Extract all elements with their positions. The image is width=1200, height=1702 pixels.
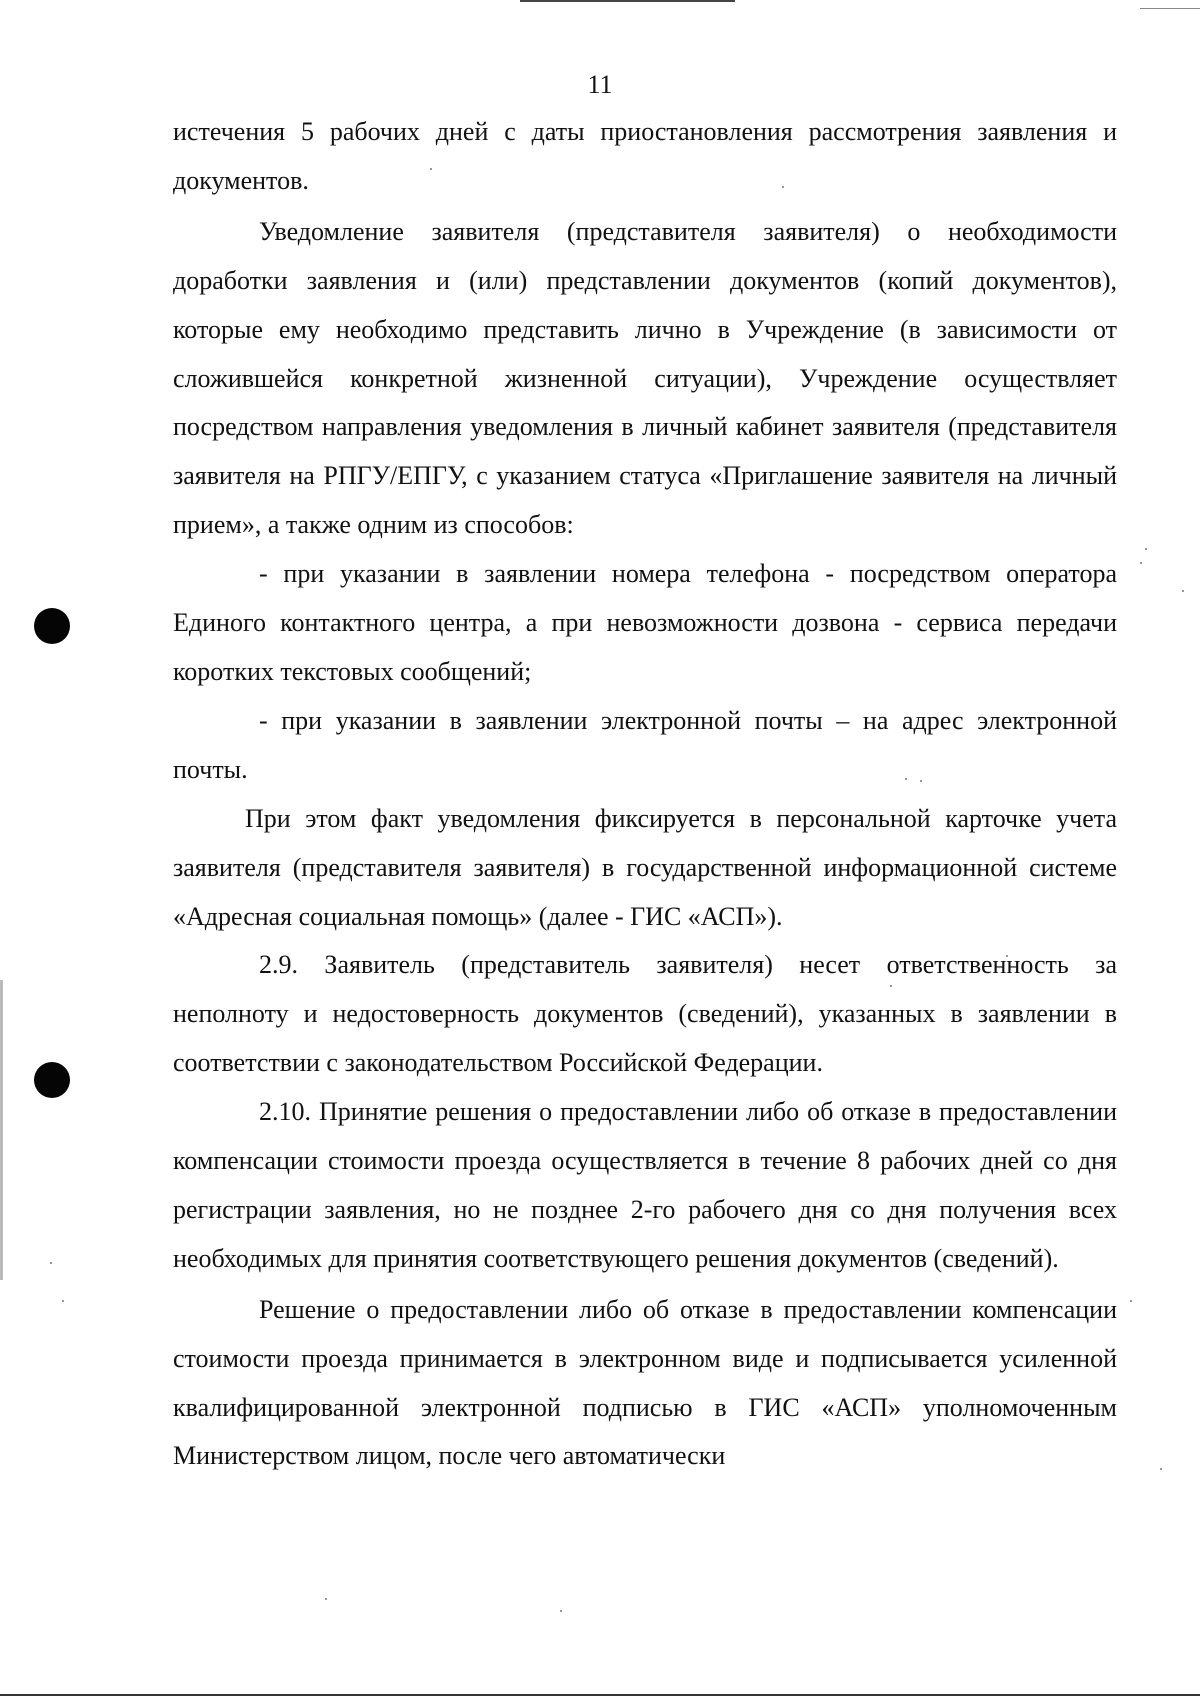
- document-body: [173, 108, 1117, 1481]
- scan-speck: [50, 1262, 52, 1264]
- punch-hole-icon: [34, 1062, 70, 1098]
- paragraph-notification: Уведомление заявителя (представителя заявителя) о необходимости доработки заявления и (или) представлении документов (копий документов), которые ему необходимо представить лично в Учреждение (в зависимости от сложившейся конкретной жизненной ситуации), Учреждение осуществляет посредством направления уведомления в личный кабинет заявителя (представителя заявителя на РПГУ/ЕПГУ, с указанием статуса «Приглашение заявителя на личный прием», а также одним из способов:: [173, 216, 1117, 540]
- scan-edge-left: [0, 980, 3, 1280]
- scan-speck: [1140, 562, 1142, 564]
- scan-speck: [1182, 590, 1184, 592]
- scan-speck: [1145, 548, 1147, 550]
- paragraph-2-9: 2.9. Заявитель (представитель заявителя) несет ответственность за неполноту и недостоверность документов (сведений), указанных в заявлении в соответствии с законодательством Российской Федерации.: [173, 950, 1117, 1078]
- paragraph-continuation: истечения 5 рабочих дней с даты приостановления рассмотрения заявления и документов.: [173, 117, 1117, 195]
- scan-speck: [325, 1598, 327, 1600]
- punch-hole-icon: [34, 608, 70, 644]
- paragraph-decision: Решение о предоставлении либо об отказе в предоставлении компенсации стоимости проезда принимается в электронном виде и подписывается усиленной квалифицированной электронной подписью в ГИС «АСП» уполномоченным Министерством лицом, после чего автоматически: [173, 1294, 1117, 1471]
- list-item-phone: - при указании в заявлении номера телефона - посредством оператора Единого контактного центра, а при невозможности дозвона - сервиса передачи коротких текстовых сообщений;: [173, 559, 1117, 686]
- scan-speck: [1130, 1300, 1132, 1302]
- paragraph-fixation: При этом факт уведомления фиксируется в персональной карточке учета заявителя (представителя заявителя) в государственной информационной системе «Адресная социальная помощь» (далее - ГИС «АСП»).: [173, 803, 1117, 931]
- scan-speck: [62, 1300, 64, 1302]
- page-number: 11: [587, 70, 613, 99]
- list-item-email: - при указании в заявлении электронной почты – на адрес электронной почты.: [173, 705, 1117, 784]
- scan-speck: [1160, 1468, 1162, 1470]
- scan-edge-bottom: [0, 1694, 1200, 1696]
- paragraph-2-10: 2.10. Принятие решения о предоставлении либо об отказе в предоставлении компенсации стоимости проезда осуществляется в течение 8 рабочих дней со дня регистрации заявления, но не позднее 2-го рабочего дня со дня получения всех необходимых для принятия соответствующего решения документов (сведений).: [173, 1097, 1117, 1273]
- scan-speck: [560, 1610, 562, 1612]
- scan-edge-top: [520, 0, 735, 2]
- scan-edge-top-right: [1140, 0, 1200, 9]
